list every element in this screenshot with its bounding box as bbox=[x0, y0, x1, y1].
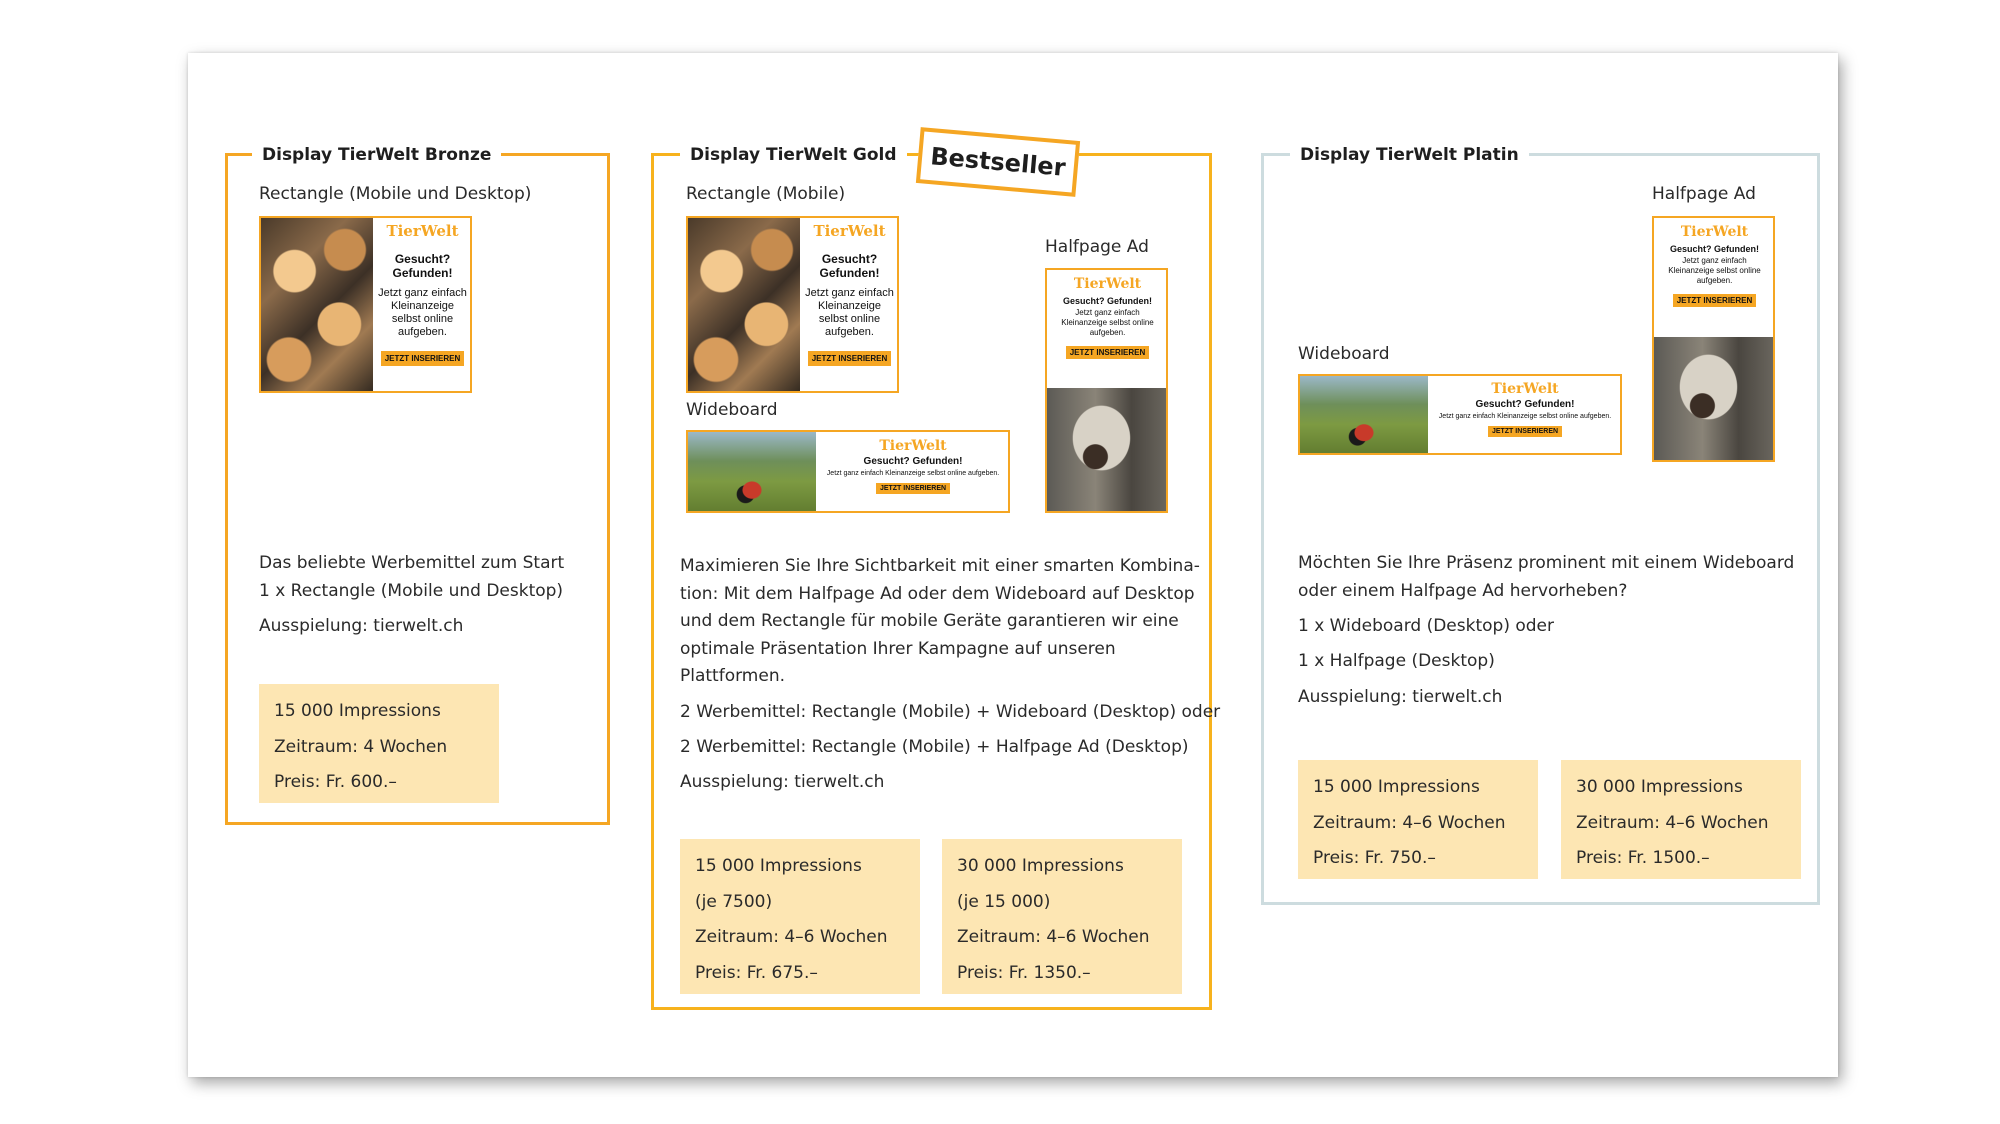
platin-ausspielung: Ausspielung: tierwelt.ch bbox=[1298, 687, 1503, 707]
platin-description bbox=[1298, 550, 1794, 605]
tractor-field-photo bbox=[1300, 376, 1428, 455]
platin-option-1: 1 x Wideboard (Desktop) oder bbox=[1298, 616, 1555, 636]
tractor-field-photo bbox=[688, 432, 816, 513]
gold-desc-line: tion: Mit dem Halfpage Ad oder dem Wideboard auf Desktop bbox=[680, 583, 1195, 604]
price-split: (je 7500) bbox=[695, 891, 773, 912]
ad-headline-1: Gesucht? bbox=[394, 252, 451, 266]
gold-wideboard-label: Wideboard bbox=[686, 400, 778, 420]
gold-halfpage-ad bbox=[1045, 268, 1168, 513]
ad-headline-1: Gesucht? bbox=[821, 252, 878, 266]
bronze-desc-line: 1 x Rectangle (Mobile und Desktop) bbox=[259, 580, 564, 601]
ad-body: Jetzt ganz einfach Kleinanzeige selbst online aufgeben. bbox=[826, 470, 1000, 477]
bronze-rectangle-ad bbox=[259, 216, 472, 393]
firewood-photo bbox=[261, 218, 373, 393]
ad-headline: Gesucht? Gefunden! bbox=[1062, 296, 1152, 306]
platin-price-box-1 bbox=[1298, 760, 1538, 879]
price-zeitraum: Zeitraum: 4–6 Wochen bbox=[957, 927, 1150, 947]
gold-ausspielung: Ausspielung: tierwelt.ch bbox=[680, 772, 885, 792]
bestseller-badge: Bestseller bbox=[916, 127, 1080, 197]
ad-body-line: Kleinanzeige selbst online bbox=[1061, 318, 1154, 327]
gold-title: Display TierWelt Gold bbox=[680, 144, 907, 166]
bronze-desc-line: Das beliebte Werbemittel zum Start bbox=[259, 553, 565, 573]
price-zeitraum: Zeitraum: 4–6 Wochen bbox=[1576, 812, 1769, 833]
platin-desc-line: Möchten Sie Ihre Präsenz prominent mit einem Wideboard bbox=[1298, 553, 1795, 573]
ad-body: Jetzt ganz einfach Kleinanzeige selbst online aufgeben. bbox=[1438, 413, 1612, 420]
platin-halfpage-ad bbox=[1652, 216, 1775, 462]
ad-cta-button: JETZT INSERIEREN bbox=[1066, 346, 1150, 359]
gold-desc-line: optimale Präsentation Ihrer Kampagne auf unseren bbox=[680, 638, 1116, 659]
price-impressions: 15 000 Impressions bbox=[695, 856, 862, 876]
bronze-price-box bbox=[259, 684, 499, 803]
gold-price-box-1 bbox=[680, 839, 920, 994]
ad-cta-button: JETZT INSERIEREN bbox=[808, 351, 892, 366]
ad-brand-logo: TierWelt bbox=[1073, 276, 1142, 292]
price-zeitraum: Zeitraum: 4 Wochen bbox=[274, 736, 448, 757]
ad-body-line: selbst online bbox=[818, 313, 881, 325]
ad-body-line: Jetzt ganz einfach bbox=[1075, 308, 1140, 317]
gold-rectangle-label: Rectangle (Mobile) bbox=[686, 184, 846, 204]
bronze-rectangle-label: Rectangle (Mobile und Desktop) bbox=[259, 184, 532, 204]
gold-rectangle-ad bbox=[686, 216, 899, 393]
ad-brand-logo: TierWelt bbox=[1491, 381, 1559, 397]
gold-option-1: 2 Werbemittel: Rectangle (Mobile) + Wideboard (Desktop) oder bbox=[680, 702, 1221, 722]
ad-headline-2: Gefunden! bbox=[819, 266, 880, 280]
ad-body-line: Kleinanzeige selbst online bbox=[1668, 266, 1761, 275]
price-split: (je 15 000) bbox=[957, 891, 1051, 912]
platin-wideboard-label: Wideboard bbox=[1298, 344, 1390, 364]
ad-body-line: Kleinanzeige bbox=[818, 300, 881, 312]
platin-title: Display TierWelt Platin bbox=[1290, 144, 1529, 166]
price-preis: Preis: Fr. 1350.– bbox=[957, 962, 1091, 983]
platin-wideboard-ad bbox=[1298, 374, 1622, 455]
ad-headline: Gesucht? Gefunden! bbox=[1475, 399, 1575, 410]
sheep-photo bbox=[1047, 388, 1168, 513]
ad-brand-logo: TierWelt bbox=[813, 222, 886, 240]
ad-brand-logo: TierWelt bbox=[879, 438, 947, 454]
platin-halfpage-label: Halfpage Ad bbox=[1652, 184, 1756, 204]
gold-description bbox=[680, 553, 1200, 691]
firewood-photo bbox=[688, 218, 800, 393]
ad-brand-logo: TierWelt bbox=[1680, 224, 1749, 240]
price-zeitraum: Zeitraum: 4–6 Wochen bbox=[695, 927, 888, 947]
price-zeitraum: Zeitraum: 4–6 Wochen bbox=[1313, 812, 1506, 833]
gold-wideboard-ad bbox=[686, 430, 1010, 513]
price-preis: Preis: Fr. 675.– bbox=[695, 962, 818, 983]
bronze-title: Display TierWelt Bronze bbox=[252, 144, 501, 166]
ad-body-line: Jetzt ganz einfach bbox=[1682, 256, 1747, 265]
ad-cta-button: JETZT INSERIEREN bbox=[1488, 426, 1562, 437]
ad-headline: Gesucht? Gefunden! bbox=[863, 456, 963, 467]
ad-body-line: Jetzt ganz einfach bbox=[378, 287, 467, 299]
price-preis: Preis: Fr. 750.– bbox=[1313, 848, 1436, 868]
ad-body-line: aufgeben. bbox=[398, 326, 447, 338]
ad-headline-2: Gefunden! bbox=[392, 266, 453, 280]
ad-headline: Gesucht? Gefunden! bbox=[1669, 244, 1759, 254]
gold-option-2: 2 Werbemittel: Rectangle (Mobile) + Halfpage Ad (Desktop) bbox=[680, 737, 1189, 757]
gold-halfpage-label: Halfpage Ad bbox=[1045, 237, 1149, 257]
price-impressions: 15 000 Impressions bbox=[1313, 777, 1480, 797]
ad-cta-button: JETZT INSERIEREN bbox=[1673, 294, 1757, 307]
gold-price-box-2 bbox=[942, 839, 1182, 994]
ad-body-line: aufgeben. bbox=[1089, 328, 1126, 337]
ad-body-line: selbst online bbox=[391, 313, 454, 325]
ad-body-line: Jetzt ganz einfach bbox=[805, 287, 894, 299]
price-preis: Preis: Fr. 600.– bbox=[274, 772, 397, 792]
platin-desc-line: oder einem Halfpage Ad hervorheben? bbox=[1298, 580, 1628, 601]
gold-desc-line: Maximieren Sie Ihre Sichtbarkeit mit einer smarten Kombina- bbox=[680, 556, 1200, 576]
bronze-ausspielung: Ausspielung: tierwelt.ch bbox=[259, 616, 464, 636]
ad-body-line: aufgeben. bbox=[825, 326, 874, 338]
sheep-photo bbox=[1654, 337, 1775, 462]
ad-brand-logo: TierWelt bbox=[386, 222, 459, 240]
ad-cta-button: JETZT INSERIEREN bbox=[876, 483, 950, 494]
gold-desc-line: und dem Rectangle für mobile Geräte garantieren wir eine bbox=[680, 611, 1179, 631]
ad-cta-button: JETZT INSERIEREN bbox=[381, 351, 465, 366]
price-impressions: 30 000 Impressions bbox=[1576, 777, 1743, 797]
price-impressions: 30 000 Impressions bbox=[957, 856, 1124, 876]
gold-desc-line: Plattformen. bbox=[680, 666, 785, 686]
bronze-description bbox=[259, 550, 564, 605]
ad-body-line: Kleinanzeige bbox=[391, 300, 454, 312]
platin-price-box-2 bbox=[1561, 760, 1801, 879]
price-preis: Preis: Fr. 1500.– bbox=[1576, 848, 1710, 868]
ad-body-line: aufgeben. bbox=[1696, 276, 1733, 285]
price-impressions: 15 000 Impressions bbox=[274, 701, 441, 721]
platin-option-2: 1 x Halfpage (Desktop) bbox=[1298, 651, 1495, 671]
